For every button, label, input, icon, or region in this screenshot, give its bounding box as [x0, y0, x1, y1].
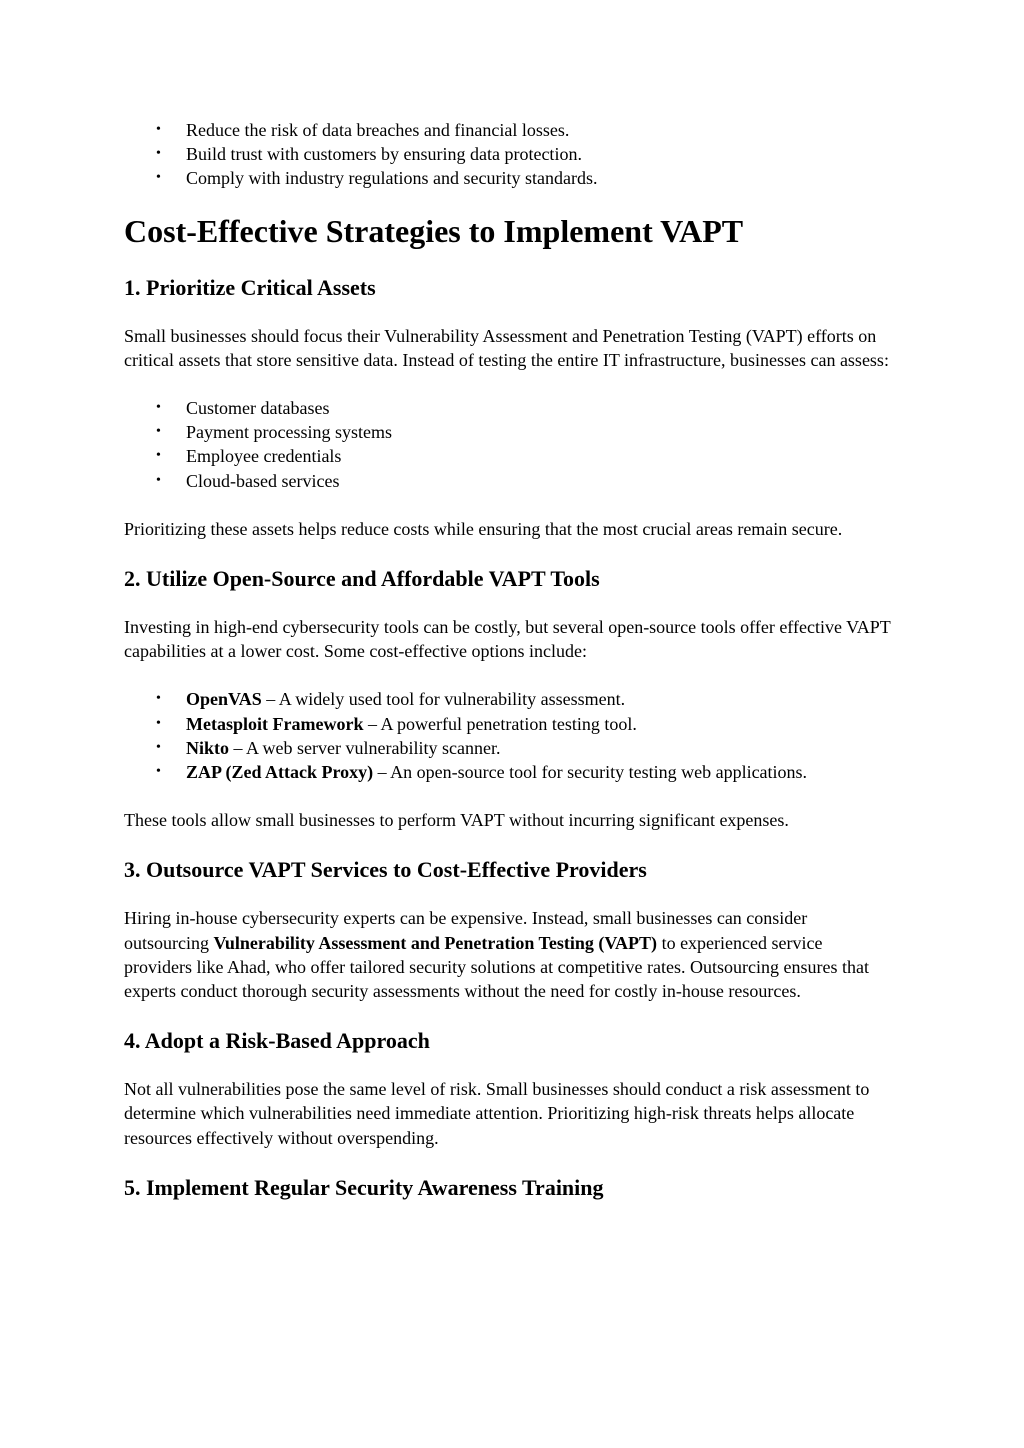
bullet-icon: • — [156, 764, 161, 780]
tool-description: – A web server vulnerability scanner. — [229, 737, 501, 758]
bullet-icon: • — [156, 122, 161, 137]
tool-description: – An open-source tool for security testing web applications. — [373, 762, 808, 783]
list-item: • Reduce the risk of data breaches and financial losses. — [124, 118, 894, 142]
bullet-icon: • — [156, 146, 161, 162]
bullet-icon: • — [156, 424, 161, 440]
bullet-icon: • — [156, 170, 161, 186]
tool-description: – A powerful penetration testing tool. — [363, 713, 637, 734]
list-item: • Comply with industry regulations and security standards. — [124, 166, 894, 190]
tool-name: ZAP (Zed Attack Proxy) — [186, 762, 374, 783]
list-item: • Build trust with customers by ensuring data protection. — [124, 142, 894, 166]
tool-name: OpenVAS — [186, 689, 262, 710]
tool-name: Metasploit Framework — [186, 713, 364, 734]
document-page — [124, 118, 894, 1202]
list-item — [124, 760, 894, 784]
list-item: • Cloud-based services — [124, 469, 894, 493]
paragraph: These tools allow small businesses to perform VAPT without incurring significant expenses. — [124, 810, 789, 831]
list-item: • Customer databases — [124, 396, 894, 420]
paragraph: Not all vulnerabilities pose the same level of risk. Small businesses should conduct a risk assessment to determine which vulnerabilities need immediate attention. Prioritizing high-risk threats helps allocate resources effectively without overspending. — [124, 1079, 870, 1148]
section-heading: 5. Implement Regular Security Awareness Training — [124, 1174, 604, 1200]
paragraph: Investing in high-end cybersecurity tools can be costly, but several open-source tools offer effective VAPT capabilities at a lower cost. Some cost-effective options include: — [124, 617, 891, 662]
page-title: Cost-Effective Strategies to Implement VAPT — [124, 212, 744, 249]
tool-name: Nikto — [186, 737, 230, 758]
section-heading: 3. Outsource VAPT Services to Cost-Effective Providers — [124, 857, 647, 883]
bullet-icon: • — [156, 715, 161, 731]
list-item — [124, 712, 894, 736]
paragraph: Small businesses should focus their Vulnerability Assessment and Penetration Testing (VAPT) efforts on critical assets that store sensitive data. Instead of testing the entire IT infrastructure, businesses can assess: — [124, 325, 889, 370]
tool-description: – A widely used tool for vulnerability assessment. — [261, 689, 626, 710]
paragraph: Hiring in-house cybersecurity experts can be expensive. Instead, small businesses can consider outsourcing Vulnerability Assessment and Penetration Testing (VAPT) to experienced service providers like Ahad, who offer tailored security solutions at competitive rates. Outsourcing ensures that experts conduct thorough security assessments without the need for costly in-house resources. — [124, 908, 869, 1002]
bullet-icon: • — [156, 691, 161, 707]
asset-bullet-list — [124, 396, 894, 493]
bullet-icon: • — [156, 472, 161, 488]
list-item — [124, 736, 894, 760]
tool-bullet-list — [124, 687, 894, 784]
section-heading: 2. Utilize Open-Source and Affordable VAPT Tools — [124, 566, 600, 592]
section-heading: 4. Adopt a Risk-Based Approach — [124, 1028, 430, 1054]
list-item: • Employee credentials — [124, 444, 894, 468]
bullet-icon: • — [156, 739, 161, 755]
paragraph: Prioritizing these assets helps reduce costs while ensuring that the most crucial areas remain secure. — [124, 518, 843, 539]
list-item — [124, 687, 894, 711]
bullet-icon: • — [156, 400, 161, 416]
section-heading: 1. Prioritize Critical Assets — [124, 274, 376, 300]
bold-phrase: Vulnerability Assessment and Penetration Testing (VAPT) — [213, 932, 658, 953]
bullet-icon: • — [156, 448, 161, 464]
intro-bullet-list — [124, 118, 894, 191]
list-item: • Payment processing systems — [124, 420, 894, 444]
